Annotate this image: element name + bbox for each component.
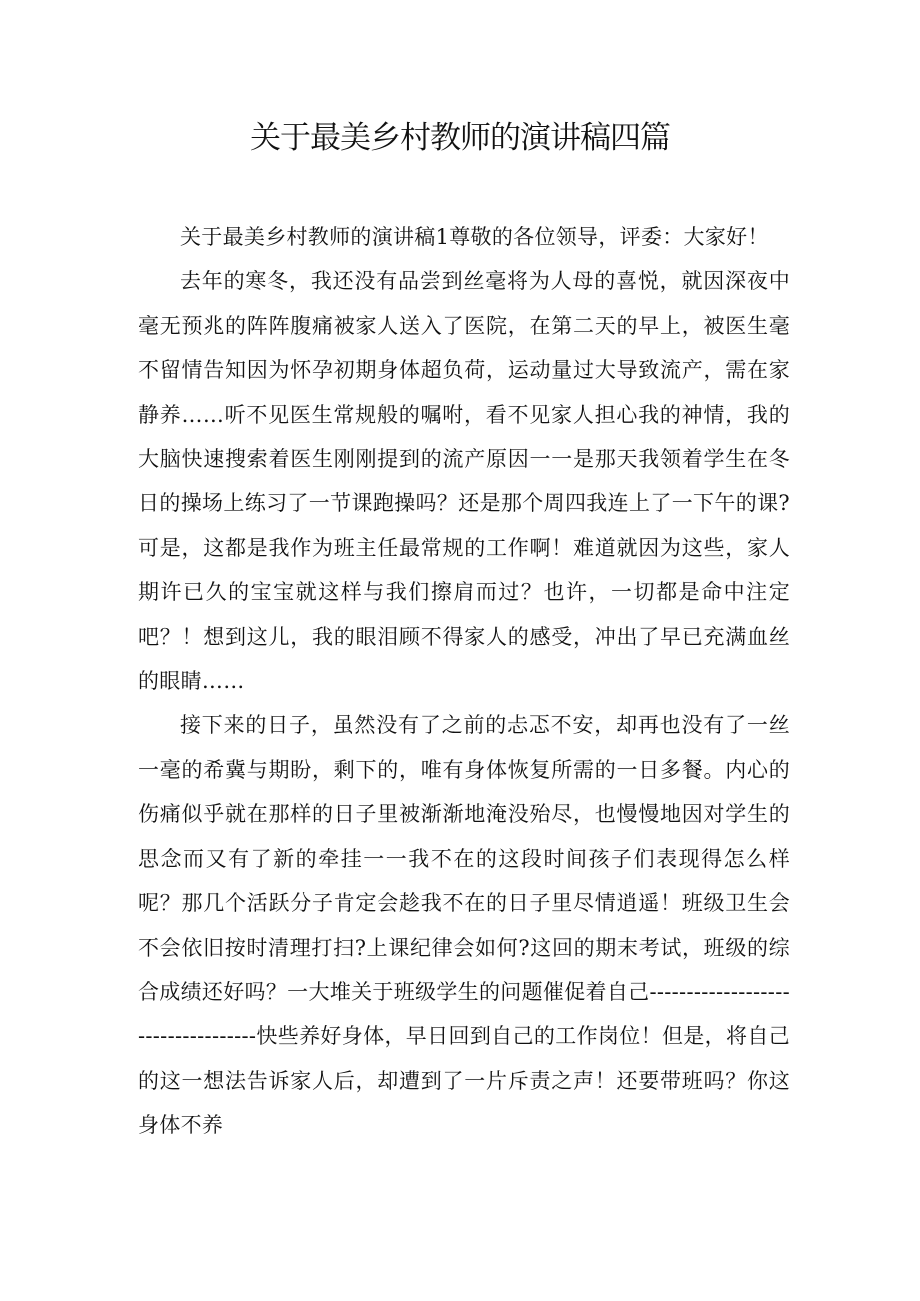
paragraph-greeting: 关于最美乡村教师的演讲稿1尊敬的各位领导，评委：大家好！ [180, 225, 769, 249]
paragraph-following-days: 接下来的日子，虽然没有了之前的忐忑不安，却再也没有了一丝一毫的希冀与期盼，剩下的，唯有身体恢复所需的一日多餐。内心的伤痛似乎就在那样的日子里被渐渐地淹没殆尽，也慢慢地因对学生的思念而又有了新的牵挂一一我不在的这段时间孩子们表现得怎么样呢？那几个活跃分子肯定会趁我不在的日子里尽情逍遥！班级卫生会不会依旧按时清理打扫?上课纪律会如何?这回的期末考试，班级的综合成绩还好吗？一大堆关于班级学生的问题催促着自己-----------------------------------快些养好身体，早日回到自己的工作岗位！但是，将自己的这一想法告诉家人后，却遭到了一片斥责之声！还要带班吗？你这身体不养 [138, 713, 790, 1138]
document-body [138, 215, 790, 1148]
document-title: 关于最美乡村教师的演讲稿四篇 [250, 120, 670, 156]
paragraph-last-winter: 去年的寒冬，我还没有品尝到丝毫将为人母的喜悦，就因深夜中毫无预兆的阵阵腹痛被家人送入了医院，在第二天的早上，被医生毫不留情告知因为怀孕初期身体超负荷，运动量过大导致流产，需在家静养……听不见医生常规般的嘱咐，看不见家人担心我的神情，我的大脑快速搜索着医生刚刚提到的流产原因一一是那天我领着学生在冬日的操场上练习了一节课跑操吗？还是那个周四我连上了一下午的课?可是，这都是我作为班主任最常规的工作啊！难道就因为这些，家人期许已久的宝宝就这样与我们擦肩而过？也许，一切都是命中注定吧？！想到这儿，我的眼泪顾不得家人的感受，冲出了早已充满血丝的眼睛…… [138, 269, 790, 694]
